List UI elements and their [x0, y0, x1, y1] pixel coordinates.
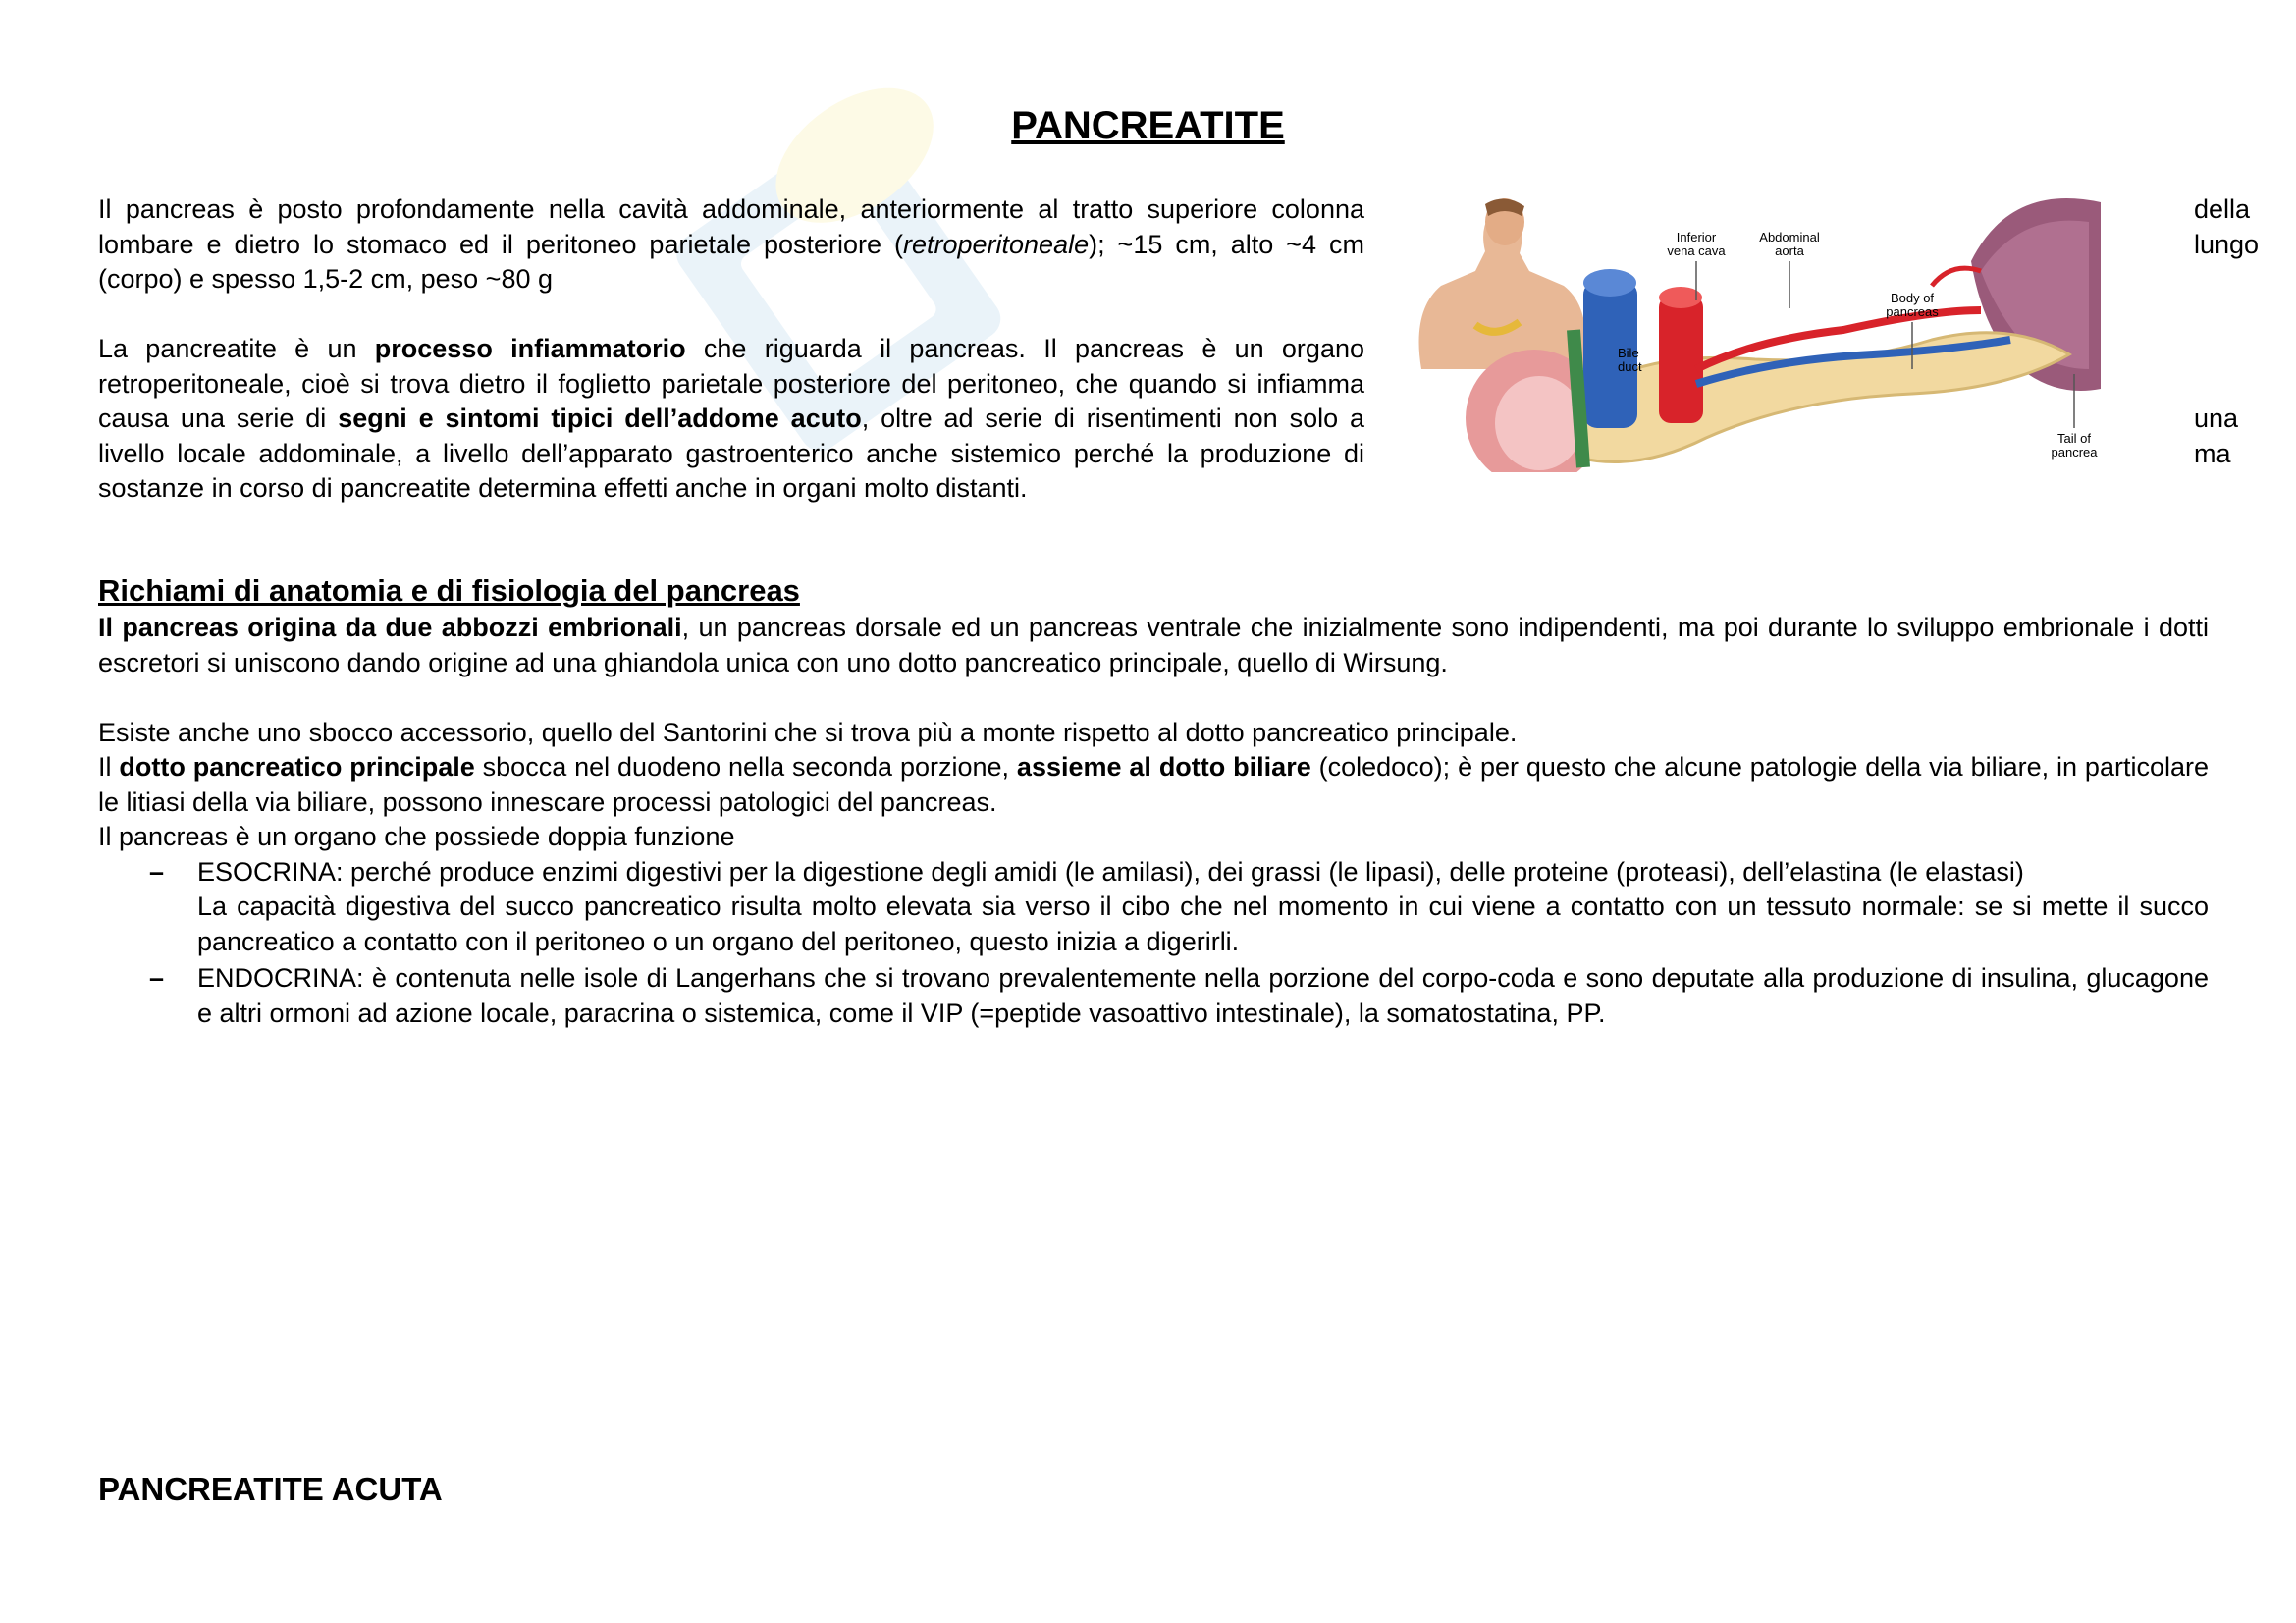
label-aorta: Abdominal aorta	[1759, 230, 1820, 258]
intro2-text: che riguarda il pancreas. Il pancreas è un organo retroperitoneale, cioè si trova dietro il foglietto parietale posteriore del peritoneo, che quando si infiamma causa una serie di	[98, 334, 1364, 433]
dash-bullet: –	[149, 963, 165, 993]
function-intro: Il pancreas è un organo che possiede doppia funzione	[98, 822, 735, 851]
section-body	[98, 611, 2209, 1031]
list-item-endocrina	[98, 961, 2209, 1031]
intro-italic-term: retroperitoneale	[902, 229, 1090, 259]
side-word: una	[2194, 404, 2239, 433]
duct-text: (coledoco); è per questo che alcune patologie della via biliare, in particolare le litiasi della via biliare, possono innescare processi patologici del pancreas.	[98, 752, 2209, 817]
page-title: PANCREATITE	[1011, 104, 1285, 147]
intro2-text: , oltre ad serie di risentimenti non solo a livello locale addominale, a livello dell’apparato gastroenterico anche sistemico perché la produzione di sostanze in corso di pancreatite determina effetti anche in organi molto distanti.	[98, 404, 1365, 503]
label-body-of-pancreas: Body of pancreas	[1886, 291, 1939, 319]
origin-text: , un pancreas dorsale ed un pancreas ventrale che inizialmente sono indipendenti, ma poi durante lo sviluppo embrionale i dotti escretori si uniscono dando origine ad una ghiandola unica con uno dotto pancreatico principale, quello di Wirsung.	[98, 613, 2210, 677]
duct-bold: assieme al dotto biliare	[1016, 752, 1311, 782]
intro2-bold: processo infiammatorio	[374, 334, 686, 363]
pancreas-anatomy-figure	[1382, 192, 2101, 472]
origin-bold: Il pancreas origina da due abbozzi embrionali	[98, 613, 682, 642]
intro-side-words-1	[2194, 192, 2278, 262]
label-tail-of-pancreas: Tail of pancrea	[2051, 431, 2098, 460]
duct-bold: dotto pancreatico principale	[119, 752, 475, 782]
duct-text: sbocca nel duodeno nella seconda porzione,	[474, 752, 1017, 782]
heading-pancreatite-acuta: PANCREATITE ACUTA	[98, 1471, 443, 1507]
list-item-esocrina	[98, 855, 2209, 960]
label-ivc: Inferior vena cava	[1667, 230, 1726, 258]
origin-paragraph	[98, 611, 2209, 680]
esocrina-detail: La capacità digestiva del succo pancreatico risulta molto elevata sia verso il cibo che nel momento in cui viene a contatto con un tessuto normale: se si mette il succo pancreatico a contatto con il peritoneo o un organo del peritoneo, questo inizia a digerirli.	[197, 892, 2209, 956]
intro-side-words-2	[2194, 402, 2278, 471]
endocrina-text: ENDOCRINA: è contenuta nelle isole di Langerhans che si trovano prevalentemente nella porzione del corpo-coda e sono deputate alla produzione di insulina, glucagone e altri ormoni ad azione locale, paracrina o sistemica, come il VIP (=peptide vasoattivo intestinale), la somatostatina, PP.	[197, 963, 2209, 1028]
duct-paragraph	[98, 750, 2209, 820]
intro2-bold: segni e sintomi tipici dell’addome acuto	[338, 404, 862, 433]
intro-paragraph-2	[98, 332, 1364, 507]
intro-paragraph-1	[98, 192, 1364, 298]
blank-line	[98, 680, 2209, 716]
esocrina-text: ESOCRINA: perché produce enzimi digestivi per la digestione degli amidi (le amilasi), dei grassi (le lipasi), delle proteine (proteasi), dell’elastina (le elastasi)	[197, 856, 2024, 887]
intro-text-end: ); ~15 cm, alto ~4 cm (corpo) e spesso 1,5-2 cm, peso ~80 g	[98, 229, 1364, 294]
side-word: ma	[2194, 438, 2231, 468]
function-list	[98, 855, 2209, 1032]
intro-text: Il pancreas è posto profondamente nella cavità addominale, anteriormente al tratto superiore colonna lombare e dietro lo stomaco ed il peritoneo parietale posteriore (	[98, 194, 1364, 259]
santorini-paragraph: Esiste anche uno sbocco accessorio, quello del Santorini che si trova più a monte rispetto al dotto pancreatico principale.	[98, 717, 1518, 747]
side-word: lungo	[2194, 229, 2260, 259]
dash-bullet: –	[149, 856, 165, 887]
side-word: della	[2194, 194, 2251, 224]
section-heading-anatomy: Richiami di anatomia e di fisiologia del pancreas	[98, 573, 800, 608]
duct-text: Il	[98, 752, 120, 782]
intro2-text: La pancreatite è un	[98, 334, 375, 363]
label-bile-duct: Bile duct	[1618, 346, 1642, 374]
